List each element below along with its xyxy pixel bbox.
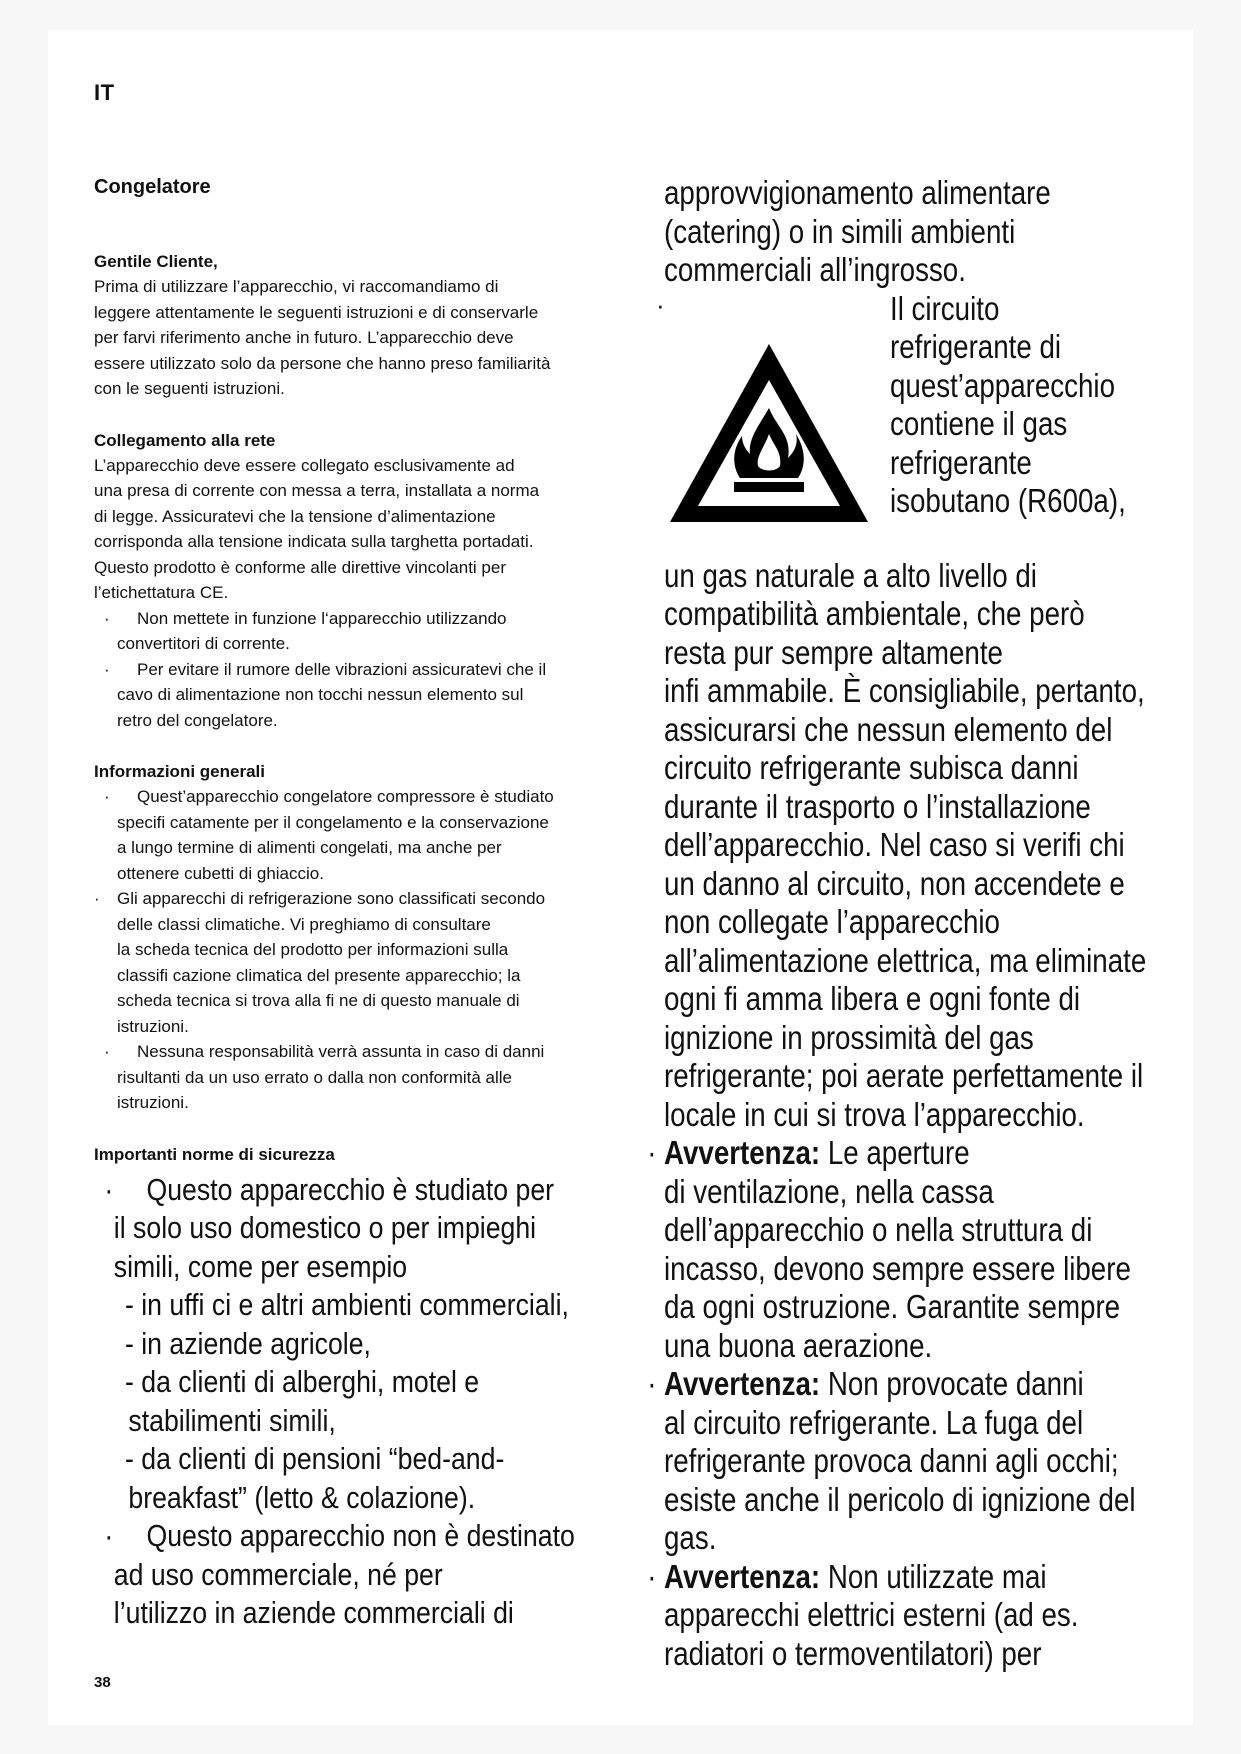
warning-item: · Avvertenza: Le aperture di ventilazione, nella cassa dell’apparecchio o nella struttura di incasso, devono sempre essere libere da ogni ostruzione. Garantite sempre una buona aerazione.	[647, 1134, 1131, 1364]
list-item: · Non mettete in funzione l‘apparecchio utilizzando convertitori di corrente.	[94, 606, 614, 657]
sub-item: - da clienti di alberghi, motel e	[124, 1364, 480, 1399]
bullet: ·	[647, 1557, 657, 1595]
greeting-section	[94, 249, 614, 402]
right-column	[647, 174, 1164, 1673]
right-body-text: un gas naturale a alto livello di compatibilità ambientale, che però resta pur sempre altamente infi ammabile. È consigliabile, pertanto, assicurarsi che nessun elemento del circuito refrigerante subisca danni durante il trasporto o l’installazione dell’apparecchio. Nel caso si verifi chi un danno al circuito, non accendete e non collegate l’apparecchio all’alimentazione elettrica, ma eliminate ogni fi amma libera e ogni fonte di ignizione in prossimità del gas refrigerante; poi aerate perfettamente il locale in cui si trova l’apparecchio. · Avvertenza: Le aperture di ventilazione, nella cassa dell’apparecchio o nella struttura di incasso, devono sempre essere libere da ogni ostruzione. Garantite sempre una buona aerazione. · Avvertenza: Non provocate danni al circuito refrigerante. La fuga del refrigerante provoca danni agli occhi; esiste anche il pericolo di ignizione del gas. · Avvertenza: Non utilizzate mai apparecchi elettrici esterni (ad es. radiatori o termoventilatori) per	[664, 557, 1164, 1674]
safety-large-text	[94, 1171, 627, 1633]
list-item: · Nessuna responsabilità verrà assunta in caso di danni risultanti da un uso errato o dalla non conformità alle istruzioni.	[94, 1039, 614, 1116]
greeting-line: essere utilizzato solo da persone che hanno preso familiarità	[94, 353, 551, 373]
bullet: ·	[647, 1365, 657, 1402]
rete-heading: Collegamento alla rete	[94, 430, 276, 450]
greeting-line: Prima di utilizzare l’apparecchio, vi raccomandiamo di	[94, 277, 499, 296]
safety-heading: Importanti norme di sicurezza	[94, 1144, 335, 1164]
rete-section	[94, 428, 614, 734]
bullet: ·	[104, 787, 110, 806]
sub-item: - da clienti di pensioni “bed-and-	[124, 1441, 505, 1476]
list-item: · Quest’apparecchio congelatore compressore è studiato specifi catamente per il congelamento e la conservazione a lungo termine di alimenti congelati, ma anche per ottenere cubetti di ghiaccio.	[94, 784, 614, 886]
list-item: · Questo apparecchio non è destinato ad uso commerciale, né per l’utilizzo in aziende commerciali di	[104, 1518, 575, 1630]
right-top-text: approvvigionamento alimentare (catering) o in simili ambienti commerciali all’ingrosso.	[664, 174, 1051, 288]
warning-item: · Avvertenza: Non provocate danni al circuito refrigerante. La fuga del refrigerante provoca danni agli occhi; esiste anche il pericolo di ignizione del gas.	[647, 1365, 1136, 1556]
bullet: ·	[647, 1134, 657, 1171]
rete-line: L’apparecchio deve essere collegato esclusivamente ad	[94, 455, 515, 475]
safety-section	[94, 1142, 614, 1633]
greeting-line: con le seguenti istruzioni.	[94, 379, 285, 398]
bullet: ·	[656, 289, 665, 320]
rete-line: una presa di corrente con messa a terra, installata a norma	[94, 481, 540, 500]
list-item: · Per evitare il rumore delle vibrazioni assicuratevi che il cavo di alimentazione non tocchi nessun elemento sul retro del congelatore.	[94, 657, 614, 734]
page-number: 38	[94, 1674, 111, 1691]
left-column	[94, 176, 614, 1633]
bullet: ·	[104, 608, 110, 628]
sub-item: breakfast” (letto & colazione).	[128, 1479, 476, 1515]
rete-line: di legge. Assicuratevi che la tensione d’alimentazione	[94, 506, 496, 526]
bullet: ·	[104, 659, 110, 679]
language-code: IT	[94, 80, 115, 105]
greeting-line: per farvi riferimento anche in futuro. L’apparecchio deve	[94, 328, 514, 347]
greeting-heading: Gentile Cliente,	[94, 252, 218, 271]
info-section	[94, 759, 614, 1116]
bullet: ·	[104, 1171, 114, 1207]
rete-line: l’etichettatura CE.	[94, 583, 229, 602]
warning-side-text: Il circuito refrigerante di quest’apparecchio contiene il gas refrigerante isobutano (R600a),	[890, 289, 1126, 519]
info-heading: Informazioni generali	[94, 762, 265, 781]
list-item: · Gli apparecchi di refrigerazione sono classificati secondo delle classi climatiche. Vi preghiamo di consultare la scheda tecnica del prodotto per informazioni sulla classifi cazione climatica del presente apparecchio; la scheda tecnica si trova alla fi ne di questo manuale di istruzioni.	[94, 886, 614, 1039]
list-item: · Questo apparecchio è studiato per il solo uso domestico o per impieghi simili, come per esempio	[104, 1171, 555, 1284]
rete-line: Questo prodotto è conforme alle direttive vincolanti per	[94, 557, 507, 577]
bullet: ·	[94, 889, 100, 908]
bullet: ·	[104, 1042, 110, 1061]
sub-item: stabilimenti simili,	[128, 1402, 336, 1438]
warning-item: · Avvertenza: Non utilizzate mai apparecchi elettrici esterni (ad es. radiatori o termoventilatori) per	[647, 1557, 1079, 1672]
flammable-warning-block	[656, 289, 1164, 560]
sub-item: - in uffi ci e altri ambienti commerciali,	[124, 1287, 569, 1322]
bullet: ·	[104, 1518, 114, 1553]
page-title: Congelatore	[94, 176, 211, 198]
rete-line: corrisponda alla tensione indicata sulla targhetta portadati.	[94, 532, 534, 551]
sub-item: - in aziende agricole,	[124, 1325, 371, 1361]
flammable-warning-icon	[664, 338, 874, 528]
greeting-line: leggere attentamente le seguenti istruzioni e di conservarle	[94, 302, 539, 322]
